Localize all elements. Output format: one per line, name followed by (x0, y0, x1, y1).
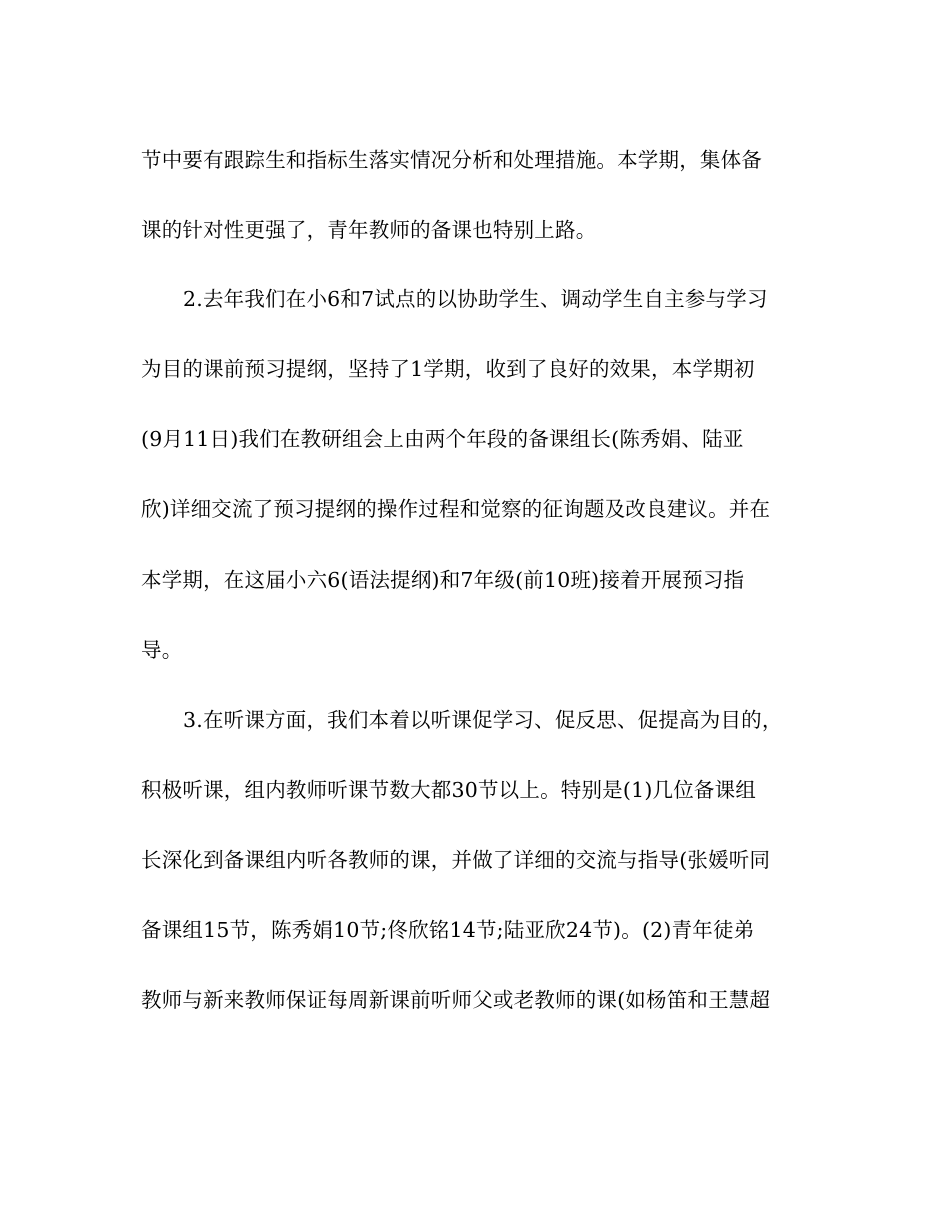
paragraph-line: 导。 (141, 638, 183, 662)
paragraph-line: 为目的课前预习提纲，坚持了1学期，收到了良好的效果，本学期初 (141, 357, 755, 381)
paragraph-line: 2.去年我们在小6和7试点的以协助学生、调动学生自主参与学习 (183, 287, 768, 311)
paragraph-line: 欣)详细交流了预习提纲的操作过程和觉察的征询题及改良建议。并在 (141, 497, 771, 521)
paragraph-line: 教师与新来教师保证每周新课前听师父或老教师的课(如杨笛和王慧超 (141, 988, 771, 1012)
paragraph-line: (9月11日)我们在教研组会上由两个年段的备课组长(陈秀娟、陆亚 (141, 427, 744, 451)
paragraph-line: 积极听课，组内教师听课节数大都30节以上。特别是(1)几位备课组 (141, 778, 757, 802)
paragraph-line: 长深化到备课组内听各教师的课，并做了详细的交流与指导(张媛听同 (141, 848, 771, 872)
paragraph-line: 课的针对性更强了，青年教师的备课也特别上路。 (141, 218, 597, 242)
paragraph-line: 本学期，在这届小六6(语法提纲)和7年级(前10班)接着开展预习指 (141, 568, 745, 592)
paragraph-line: 备课组15节，陈秀娟10节;佟欣铭14节;陆亚欣24节)。(2)青年徒弟 (141, 918, 755, 942)
paragraph-line: 3.在听课方面，我们本着以听课促学习、促反思、促提高为目的， (183, 708, 783, 732)
paragraph-line: 节中要有跟踪生和指标生落实情况分析和处理措施。本学期，集体备 (141, 148, 762, 172)
